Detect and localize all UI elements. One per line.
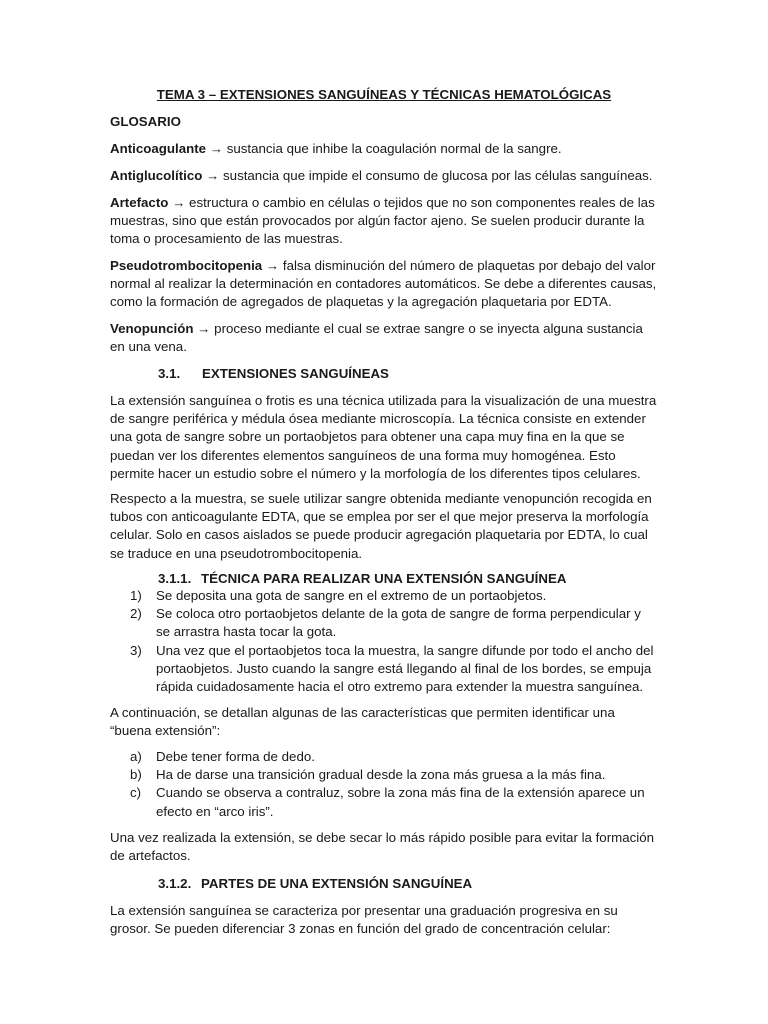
paragraph: Una vez realizada la extensión, se debe secar lo más rápido posible para evitar la formación de artefactos.	[110, 830, 654, 864]
section-number: 3.1.	[158, 366, 181, 381]
section-heading-3-1-1	[158, 570, 566, 588]
glossary-term: Venopunción	[110, 321, 194, 336]
section-title: TÉCNICA PARA REALIZAR UNA EXTENSIÓN SANGUÍNEA	[201, 571, 567, 586]
paragraph: La extensión sanguínea o frotis es una técnica utilizada para la visualización de una muestra de sangre periférica y médula ósea mediante microscopía. La técnica consiste en extender una gota de sangre sobre un portaobjetos para obtener una capa muy fina en la que se puedan ver los diferentes elementos sanguíneos de una forma muy homogénea. Esto permite hacer un estudio sobre el número y la morfología de los diferentes tipos celulares.	[110, 393, 657, 481]
glossary-term: Anticoagulante	[110, 141, 207, 156]
list-marker: b)	[130, 767, 142, 783]
glossary-definition: → sustancia que inhibe la coagulación normal de la sangre.	[206, 141, 562, 156]
list-item	[110, 784, 658, 820]
glossary-definition: → proceso mediante el cual se extrae sangre o se inyecta alguna sustancia en una vena.	[110, 321, 643, 355]
glossary-entry	[110, 257, 658, 312]
list-item	[110, 605, 658, 641]
list-item-text: Debe tener forma de dedo.	[156, 749, 315, 764]
list-item-text: Cuando se observa a contraluz, sobre la zona más fina de la extensión aparece un efecto en “arco iris”.	[156, 785, 645, 819]
list-item-text: Se coloca otro portaobjetos delante de la gota de sangre de forma perpendicular y se arrastra hasta tocar la gota.	[156, 606, 641, 640]
section-heading-3-1-2	[158, 875, 472, 893]
glossary-entry	[110, 167, 658, 185]
section-title: PARTES DE UNA EXTENSIÓN SANGUÍNEA	[201, 876, 473, 891]
characteristics-list	[110, 748, 658, 821]
glossary-heading: GLOSARIO	[110, 114, 181, 129]
list-item	[110, 748, 658, 766]
glossary-term: Antiglucolítico	[110, 168, 203, 183]
glossary-definition: → estructura o cambio en células o tejidos que no son componentes reales de las muestras, sino que están provocados por algún factor ajeno. Se suelen producir durante la toma o procesamiento de las muestras.	[110, 195, 655, 247]
glossary-entry	[110, 140, 658, 158]
list-marker: a)	[130, 749, 142, 764]
section-title: EXTENSIONES SANGUÍNEAS	[202, 366, 389, 381]
glossary-entry	[110, 320, 658, 356]
steps-list	[110, 587, 658, 696]
section-number: 3.1.2.	[158, 876, 192, 891]
glossary-definition: → falsa disminución del número de plaquetas por debajo del valor normal al realizar la determinación en contadores automáticos. Se debe a diferentes causas, como la formación de agregados de plaquetas y la agregación plaquetaria por EDTA.	[110, 258, 657, 310]
list-item-text: Se deposita una gota de sangre en el extremo de un portaobjetos.	[156, 588, 547, 603]
glossary-term: Pseudotrombocitopenia	[110, 258, 263, 273]
list-item-text: Una vez que el portaobjetos toca la muestra, la sangre difunde por todo el ancho del portaobjetos. Justo cuando la sangre está llegando al final de los bordes, se empuja rápida cuidadosamente hacia el otro extremo para extender la muestra sanguínea.	[156, 642, 654, 695]
document-title: TEMA 3 – EXTENSIONES SANGUÍNEAS Y TÉCNICAS HEMATOLÓGICAS	[156, 87, 612, 102]
list-item	[110, 766, 658, 784]
paragraph: A continuación, se detallan algunas de las características que permiten identificar una “buena extensión”:	[110, 705, 615, 739]
paragraph: La extensión sanguínea se caracteriza por presentar una graduación progresiva en su grosor. Se pueden diferenciar 3 zonas en función del grado de concentración celular:	[110, 903, 618, 937]
list-marker: 1)	[130, 588, 142, 603]
list-item	[110, 642, 658, 697]
glossary-entry	[110, 194, 658, 249]
list-item	[110, 587, 658, 605]
paragraph: Respecto a la muestra, se suele utilizar sangre obtenida mediante venopunción recogida en tubos con anticoagulante EDTA, que se emplea por ser el que mejor preserva la morfología celular. Solo en casos aislados se puede producir agregación plaquetaria por EDTA, lo cual se traduce en una pseudotrombocitopenia.	[110, 491, 652, 561]
section-number: 3.1.1.	[158, 571, 192, 586]
list-marker: 2)	[130, 606, 142, 622]
glossary-term: Artefacto	[110, 195, 169, 210]
glossary-definition: → sustancia que impide el consumo de glucosa por las células sanguíneas.	[202, 168, 653, 183]
list-marker: 3)	[130, 642, 142, 658]
list-marker: c)	[130, 785, 142, 801]
list-item-text: Ha de darse una transición gradual desde la zona más gruesa a la más fina.	[156, 767, 606, 783]
section-heading-3-1	[158, 365, 389, 383]
